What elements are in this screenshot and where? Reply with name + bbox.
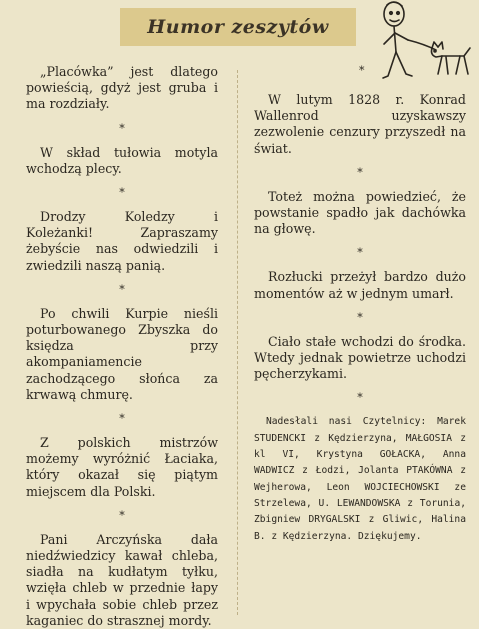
- joke-item: Toteż można powiedzieć, że powstanie spadło jak dachówka na głowę.: [254, 188, 466, 237]
- divider-star: *: [359, 64, 365, 77]
- separator-star: *: [119, 412, 125, 426]
- left-column: [26, 64, 218, 629]
- separator-star: *: [119, 186, 125, 200]
- page-title: Humor zeszytów: [147, 16, 329, 38]
- separator-star: *: [119, 121, 125, 135]
- man-walking-dog-icon: [372, 0, 476, 84]
- reader-credits: Nadesłali nasi Czytelnicy: Marek STUDENCKI z Kędzierzyna, MAŁGOSIA z kl VI, Krystyna GOŁACKA, Anna WADWICZ z Łodzi, Jolanta PTAKÓWNA z Wejherowa, Leon WOJCIECHOWSKI ze Strzelewa, U. LEWANDOWSKA z Torunia, Zbigniew DRYGALSKI z Gliwic, Halina B. z Kędzierzyna. Dziękujemy.: [254, 416, 466, 542]
- separator-star: *: [119, 282, 125, 296]
- joke-item: Pani Arczyńska dała niedźwiedzicy kawał chleba, siadła na kudłatym tyłku, wzięła chleb w przednie łapy i wpychała sobie chleb przez kaganiec do strasznej mordy.: [26, 531, 218, 628]
- separator-star: *: [119, 508, 125, 522]
- right-column: [254, 92, 466, 545]
- column-divider: [237, 70, 238, 615]
- separator-star: *: [357, 246, 363, 260]
- title-banner: [120, 8, 356, 46]
- joke-item: Z polskich mistrzów możemy wyróżnić Łaciaka, który okazał się piątym miejscem dla Polski.: [26, 435, 218, 499]
- joke-item: Po chwili Kurpie nieśli poturbowanego Zbyszka do księdza przy akompaniamencie zachodzącego słońca za krwawą chmurę.: [26, 305, 218, 402]
- joke-item: „Placówka” jest dlatego powieścią, gdyż jest gruba i ma rozdziały.: [26, 64, 218, 112]
- joke-item: Ciało stałe wchodzi do środka. Wtedy jednak powietrze uchodzi pęcherzykami.: [254, 333, 466, 382]
- joke-item: W skład tułowia motyla wchodzą plecy.: [26, 144, 218, 176]
- separator-star: *: [357, 165, 363, 179]
- joke-item: Rozłucki przeżył bardzo dużo momentów aż w jednym umarł.: [254, 269, 466, 301]
- separator-star: *: [357, 391, 363, 405]
- separator-star: *: [357, 310, 363, 324]
- joke-item: Drodzy Koledzy i Koleżanki! Zapraszamy żebyście nas odwiedzili i zwiedzili naszą panią.: [26, 209, 218, 273]
- joke-item: W lutym 1828 r. Konrad Wallenrod uzyskawszy zezwolenie cenzury przyszedł na świat.: [254, 92, 466, 156]
